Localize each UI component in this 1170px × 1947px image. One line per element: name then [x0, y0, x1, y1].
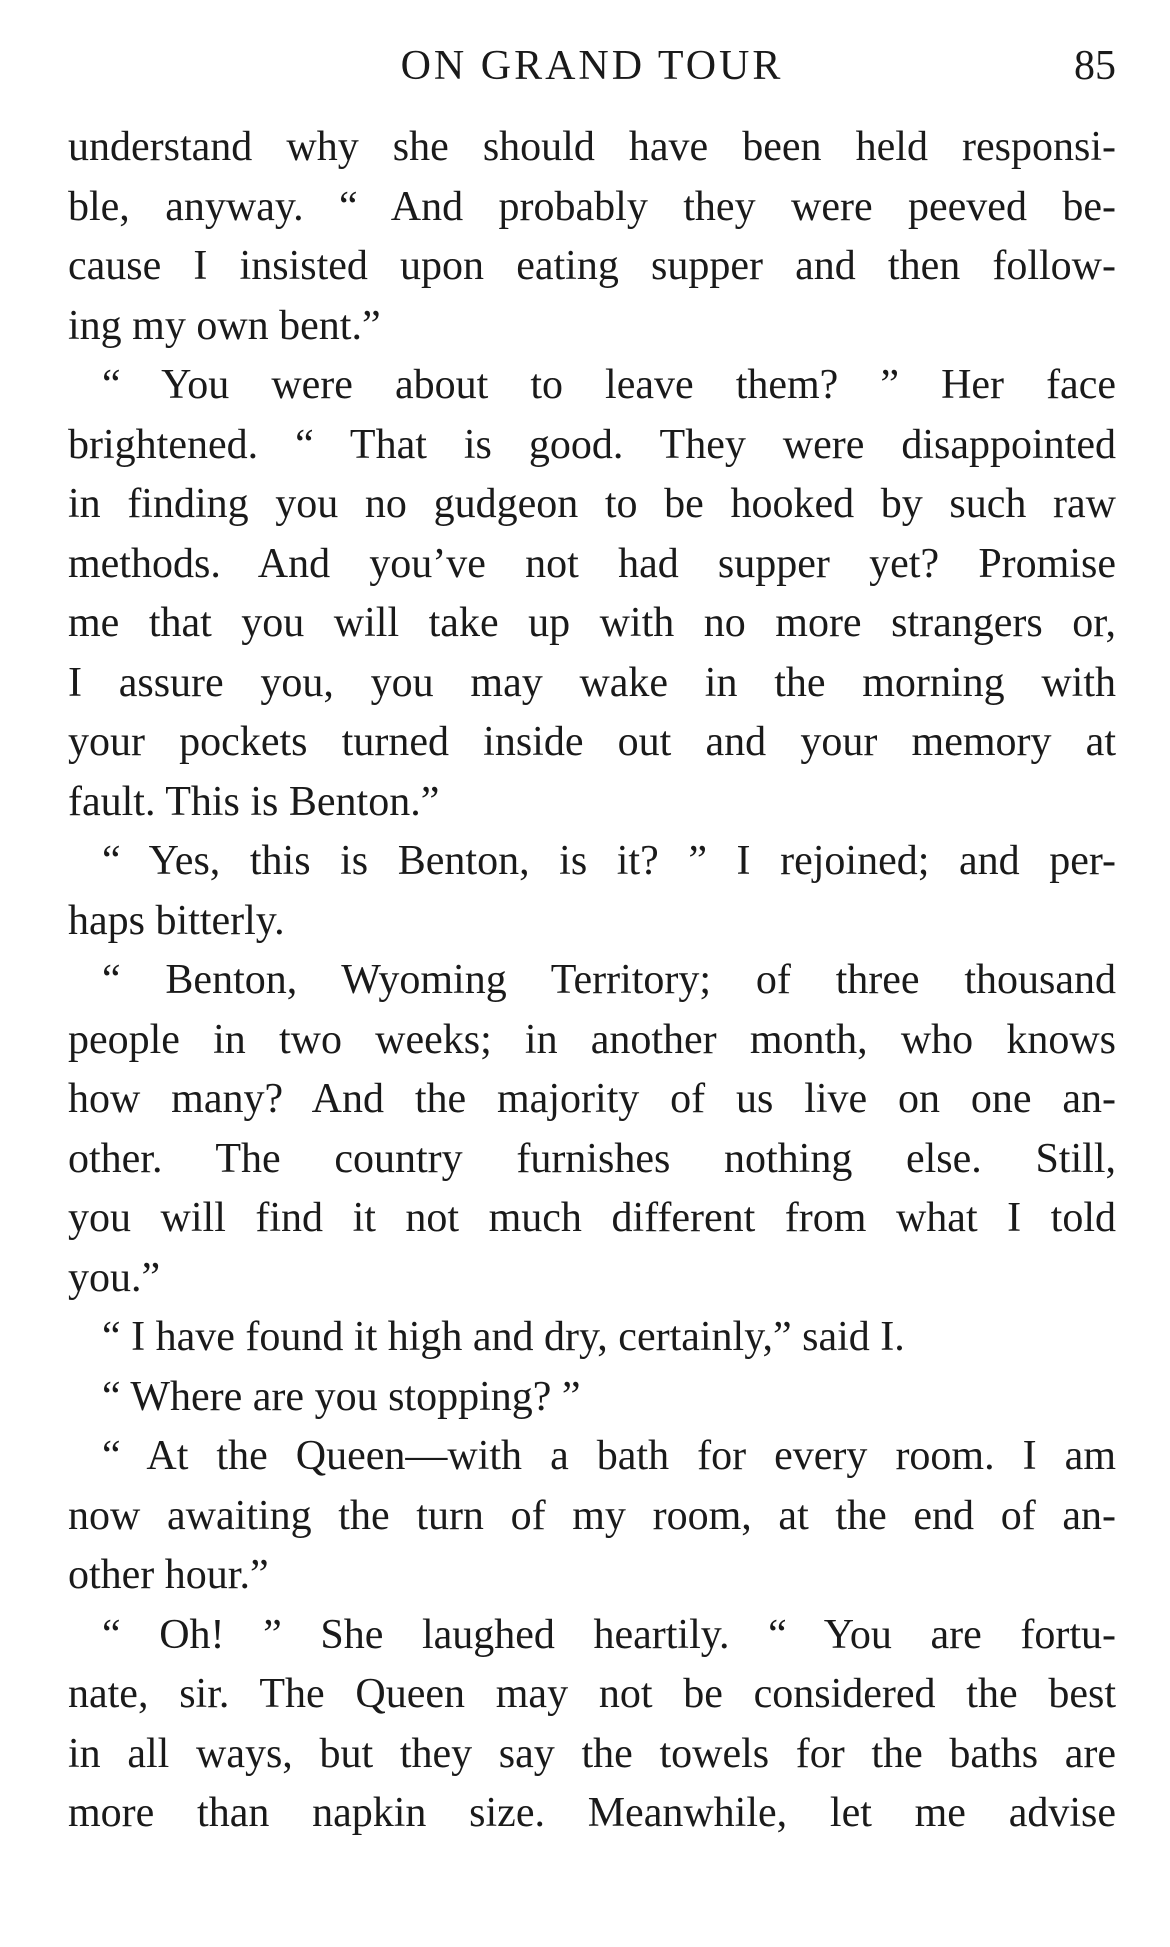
text-line: “ Oh! ” She laughed heartily. “ You are fortu- [102, 1611, 1116, 1658]
text-line: methods. And you’ve not had supper yet? Promise [68, 540, 1116, 587]
text-line: “ At the Queen—with a bath for every room. I am [102, 1433, 1116, 1479]
text-line: “ You were about to leave them? ” Her face [102, 362, 1116, 408]
text-line: ble, anyway. “ And probably they were peeved be- [68, 183, 1116, 230]
text-line: you will find it not much different from what I told [68, 1195, 1116, 1241]
text-line: more than napkin size. Meanwhile, let me advise [68, 1790, 1116, 1836]
text-line: haps bitterly. [68, 897, 285, 944]
text-line: people in two weeks; in another month, who knows [68, 1016, 1116, 1063]
text-line: other hour.” [68, 1552, 269, 1598]
text-line: nate, sir. The Queen may not be considered the best [68, 1671, 1116, 1717]
text-line: fault. This is Benton.” [68, 778, 440, 825]
text-line: in finding you no gudgeon to be hooked by such raw [68, 481, 1116, 527]
text-line: “ Benton, Wyoming Territory; of three thousand [102, 957, 1116, 1003]
text-line: “ Where are you stopping? ” [102, 1373, 581, 1420]
text-line: other. The country furnishes nothing else. Still, [68, 1135, 1116, 1182]
body-text [68, 118, 1116, 1844]
text-line: “ Yes, this is Benton, is it? ” I rejoined; and per- [102, 838, 1116, 884]
page-number: 85 [1074, 43, 1116, 89]
text-line: ing my own bent.” [68, 302, 381, 349]
text-line: your pockets turned inside out and your memory at [68, 719, 1116, 765]
text-line: me that you will take up with no more strangers or, [68, 600, 1116, 646]
text-line: brightened. “ That is good. They were disappointed [68, 421, 1116, 468]
text-line: now awaiting the turn of my room, at the end of an- [68, 1492, 1116, 1539]
running-title: ON GRAND TOUR [400, 43, 784, 89]
text-line: “ I have found it high and dry, certainly,” said I. [102, 1314, 905, 1360]
text-line: understand why she should have been held responsi- [68, 124, 1116, 170]
running-head [68, 36, 1116, 96]
text-line: I assure you, you may wake in the morning with [68, 659, 1116, 706]
text-line: how many? And the majority of us live on one an- [68, 1076, 1116, 1122]
text-line: cause I insisted upon eating supper and then follow- [68, 243, 1116, 289]
text-line: you.” [68, 1254, 161, 1301]
text-line: in all ways, but they say the towels for the baths are [68, 1730, 1116, 1777]
